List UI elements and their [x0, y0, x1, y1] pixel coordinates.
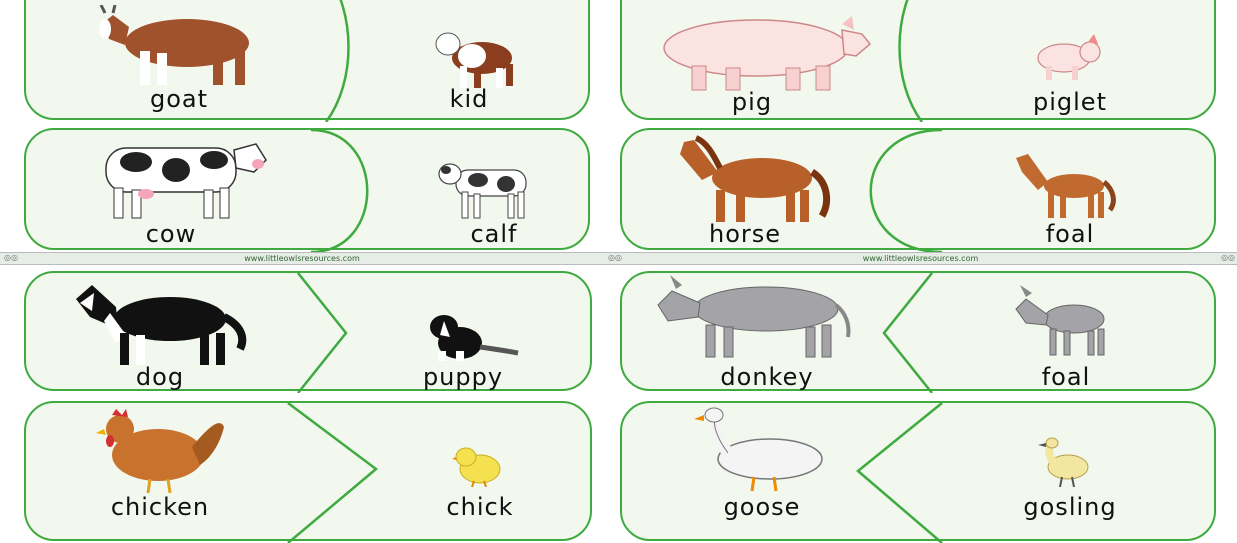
- label-puppy: puppy: [422, 363, 504, 391]
- label-foal-horse: foal: [1045, 220, 1095, 248]
- puppy-icon: [420, 311, 520, 363]
- label-piglet: piglet: [1033, 88, 1107, 116]
- chick-icon: [452, 443, 504, 487]
- foal-icon: [1008, 150, 1120, 220]
- label-donkey: donkey: [720, 363, 814, 391]
- owl-logo-icon: ◎◎: [4, 253, 18, 262]
- label-chicken: chicken: [110, 493, 210, 521]
- label-cow: cow: [145, 220, 197, 248]
- cow-icon: [96, 138, 271, 222]
- kid-goat-icon: [430, 28, 520, 90]
- piglet-icon: [1032, 34, 1102, 82]
- footer-url: www.littleowlsresources.com: [244, 254, 360, 263]
- label-pig: pig: [731, 88, 773, 116]
- label-goose: goose: [723, 493, 801, 521]
- label-gosling: gosling: [1023, 493, 1117, 521]
- footer-top-left: [0, 252, 604, 265]
- panel-top-left: [0, 0, 604, 252]
- footer-top-right: [604, 252, 1237, 265]
- panel-bottom-right: [604, 265, 1237, 521]
- footer-url: www.littleowlsresources.com: [862, 254, 979, 263]
- panel-top-right: [604, 0, 1237, 252]
- label-kid: kid: [449, 85, 489, 113]
- owl-logo-icon: ◎◎: [1221, 253, 1235, 262]
- goat-icon: [95, 5, 265, 89]
- owl-logo-icon: ◎◎: [608, 253, 622, 262]
- donkey-foal-icon: [1012, 285, 1116, 357]
- label-goat: goat: [149, 85, 209, 113]
- label-horse: horse: [708, 220, 782, 248]
- panel-bottom-left: [0, 265, 604, 521]
- horse-icon: [676, 132, 836, 224]
- dog-icon: [70, 277, 250, 367]
- pig-icon: [656, 14, 874, 92]
- calf-icon: [436, 160, 544, 220]
- label-calf: calf: [470, 220, 518, 248]
- gosling-icon: [1036, 437, 1092, 487]
- donkey-icon: [656, 275, 856, 359]
- chicken-icon: [96, 407, 226, 493]
- label-dog: dog: [135, 363, 185, 391]
- goose-icon: [694, 407, 830, 493]
- label-chick: chick: [446, 493, 514, 521]
- label-foal-donkey: foal: [1041, 363, 1091, 391]
